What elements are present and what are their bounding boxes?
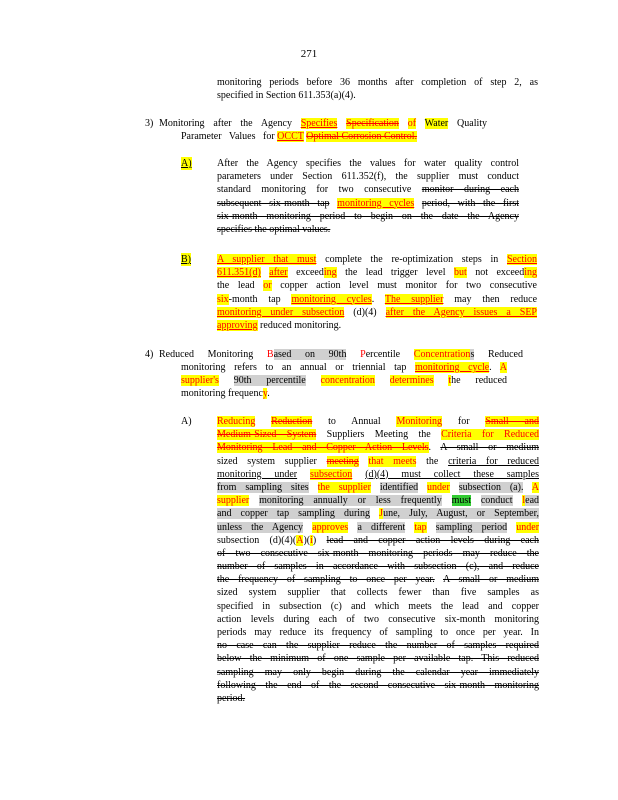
text-line: period. bbox=[217, 692, 246, 704]
item3-heading bbox=[159, 117, 487, 130]
text-line: Medium-Sized System Suppliers Meeting the Criteria for Reduced bbox=[217, 429, 540, 441]
item-label: B) bbox=[181, 254, 191, 265]
text-line: Monitoring Lead and Copper Action Levels. A small or medium bbox=[217, 442, 539, 454]
item3-b-paragraph bbox=[217, 253, 537, 332]
text-line: sized system supplier meeting that meets the criteria for reduced bbox=[217, 455, 540, 467]
text-line: unless the Agency approves a different tap sampling period under bbox=[217, 521, 540, 533]
text-line: six-month tap monitoring cycles. The supplier may then reduce bbox=[217, 293, 538, 305]
text-line: supplier monitoring annually or less frequently must conduct lead bbox=[217, 495, 540, 507]
text-line: monitoring periods before 36 months after completion of step 2, as bbox=[217, 77, 538, 88]
text-line: periods may reduce its frequency of sampling to once per year. In bbox=[217, 627, 539, 638]
item-label: A) bbox=[181, 158, 192, 169]
text-line: Monitoring after the Agency Specifies Specification of Water Quality bbox=[159, 118, 488, 129]
text-line: parameters under Section 611.352(f), the supplier must conduct bbox=[217, 171, 519, 183]
text-line: the frequency of sampling to once per year. A small or medium bbox=[217, 574, 539, 586]
text-line: subsection (d)(4)(A)(i) lead and copper action levels during each bbox=[217, 534, 539, 546]
item3-heading-cont bbox=[181, 130, 481, 143]
text-line: monitoring under subsection (d)(4) must collect these samples bbox=[217, 468, 540, 480]
text-line: and copper tap sampling during June, July, August, or September, bbox=[217, 508, 539, 520]
text-line: Reduced Monitoring Based on 90th Percentile Concentrations Reduced bbox=[159, 349, 523, 360]
text-line: from sampling sites the supplier identified under subsection (a). A bbox=[217, 481, 540, 493]
text-line: six-month monitoring period to begin on the date the Agency bbox=[217, 210, 519, 222]
text-line: Reducing Reduction to Annual Monitoring for Small and bbox=[217, 416, 539, 427]
item3-a-paragraph bbox=[217, 157, 519, 236]
text-line: following the end of the second consecutive six-month monitoring bbox=[217, 679, 539, 691]
item4-a-paragraph bbox=[217, 415, 539, 705]
text-line: specified in Section 611.353(a)(4). bbox=[217, 90, 356, 102]
text-line: supplier's 90th percentile concentration determines the reduced bbox=[181, 375, 508, 387]
item4-paragraph bbox=[181, 361, 507, 401]
text-line: After the Agency specifies the values for water quality control bbox=[217, 158, 519, 169]
continuation-paragraph bbox=[217, 76, 538, 102]
text-line: sized system supplier that collects fewer than five samples as bbox=[217, 587, 539, 599]
text-line: the lead or copper action level must monitor for two consecutive bbox=[217, 280, 537, 292]
text-line: monitoring frequency. bbox=[181, 388, 270, 400]
text-line: subsequent six-month tap monitoring cycles period, with the first bbox=[217, 197, 520, 209]
text-line: specifies the optimal values. bbox=[217, 223, 331, 235]
item-number: 3) bbox=[145, 118, 154, 129]
text-line: approving reduced monitoring. bbox=[217, 319, 342, 331]
item-number: 4) bbox=[145, 349, 154, 360]
text-line: number of samples in accordance with subsection (c), and reduce bbox=[217, 561, 539, 573]
text-line: of two consecutive six-month monitoring periods may reduce the bbox=[217, 547, 539, 559]
page-number: 271 bbox=[300, 48, 318, 60]
text-line: below the minimum of one sample per available tap. This reduced bbox=[217, 653, 539, 665]
text-line: monitoring refers to an annual or triennial tap monitoring cycle. A bbox=[181, 362, 507, 373]
text-line: specified in subsection (c) and which meets the lead and copper bbox=[217, 600, 539, 612]
text-line: no case can the supplier reduce the number of samples required bbox=[217, 640, 539, 652]
item-label: A) bbox=[181, 416, 192, 427]
text-line: standard monitoring for two consecutive monitor during each bbox=[217, 184, 519, 196]
text-line: monitoring under subsection (d)(4) after the Agency issues a SEP bbox=[217, 306, 537, 318]
text-line: Parameter Values for OCCT Optimal Corrosion Control. bbox=[181, 131, 418, 142]
text-line: action levels during each of two consecutive six-month monitoring bbox=[217, 613, 539, 625]
text-line: A supplier that must complete the re-optimization steps in Section bbox=[217, 254, 537, 265]
text-line: 611.351(d) after exceeding the lead trigger level but not exceeding bbox=[217, 267, 537, 279]
text-line: sampling may only begin during the calendar year immediately bbox=[217, 666, 539, 678]
item4-heading bbox=[159, 348, 523, 361]
